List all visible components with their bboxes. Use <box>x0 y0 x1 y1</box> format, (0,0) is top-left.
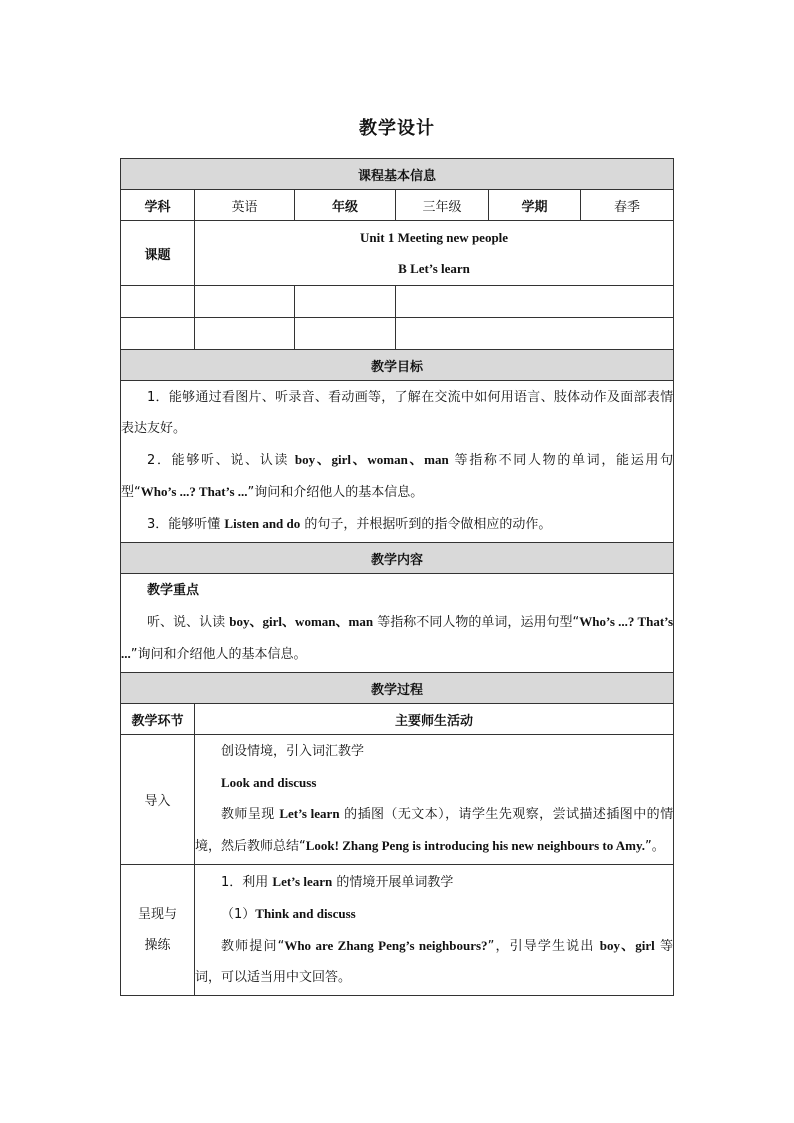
present-row <box>121 865 674 996</box>
content-body <box>121 574 674 673</box>
text: 3．能够听懂 <box>147 517 225 532</box>
empty-cell <box>295 286 396 318</box>
subject-value: 英语 <box>195 190 295 221</box>
page-title: 教学设计 <box>359 118 435 139</box>
term-label: 学期 <box>489 190 581 221</box>
empty-cell <box>195 318 295 350</box>
intro-line-1: 创设情境，引入词汇教学 <box>221 744 365 759</box>
intro-stage: 导入 <box>121 735 195 865</box>
text: 等词，可以适当用中文回答。 <box>195 939 674 985</box>
empty-row-1 <box>121 286 674 318</box>
keyword: Who’s ...? That’s ... <box>140 484 248 499</box>
grade-label: 年级 <box>295 190 396 221</box>
text: ”询问和介绍他人的基本信息。 <box>130 647 307 662</box>
present-activities <box>195 865 674 996</box>
intro-line-3 <box>195 798 673 862</box>
text: 听、说、认读 <box>147 615 230 630</box>
focus-title: 教学重点 <box>147 583 200 598</box>
text: （1） <box>221 907 256 922</box>
topic-line-2: B Let’s learn <box>398 261 470 276</box>
process-columns-row <box>121 704 674 735</box>
text: ”询问和介绍他人的基本信息。 <box>247 485 424 500</box>
text: 的情境开展单词教学 <box>332 875 454 890</box>
keyword: Let’s learn <box>279 806 340 821</box>
process-header: 教学过程 <box>121 673 674 704</box>
topic-line-1: Unit 1 Meeting new people <box>360 230 509 245</box>
subject-row <box>121 190 674 221</box>
text: 教师呈现 <box>221 807 280 822</box>
empty-cell <box>121 286 195 318</box>
content-header: 教学内容 <box>121 543 674 574</box>
present-line-3 <box>195 930 673 993</box>
topic-row <box>121 221 674 286</box>
keyword: Look! Zhang Peng is introducing his new neighbours to Amy. <box>305 838 646 853</box>
intro-row <box>121 735 674 865</box>
process-header-row <box>121 673 674 704</box>
topic-value <box>195 221 674 286</box>
goal-2 <box>121 444 673 508</box>
text: ”。 <box>645 839 665 854</box>
goals-row <box>121 381 674 543</box>
goal-1: 1．能够通过看图片、听录音、看动画等，了解在交流中如何用语言、肢体动作及面部表情表达友好。 <box>121 390 674 436</box>
empty-cell <box>295 318 396 350</box>
intro-line-2: Look and discuss <box>221 775 317 790</box>
keyword: Let’s learn <box>272 874 333 889</box>
empty-cell <box>121 318 195 350</box>
present-stage <box>121 865 195 996</box>
text: 2．能够听、说、认读 <box>147 453 295 468</box>
present-stage-line-1: 呈现与 <box>137 907 177 922</box>
keyword: boy、girl <box>599 938 655 953</box>
goals-body <box>121 381 674 543</box>
activity-column-header: 主要师生活动 <box>195 704 674 735</box>
goal-3 <box>121 508 673 540</box>
keyword: Think and discuss <box>255 906 356 921</box>
goals-header-row <box>121 350 674 381</box>
stage-column-header: 教学环节 <box>121 704 195 735</box>
present-stage-line-2: 操练 <box>144 938 171 953</box>
keyword: Listen and do <box>224 516 301 531</box>
content-row <box>121 574 674 673</box>
text: 教师提问“ <box>221 939 285 954</box>
keyword: boy、girl、woman、man <box>294 452 449 467</box>
goals-header: 教学目标 <box>121 350 674 381</box>
text: ”，引导学生说出 <box>487 939 600 954</box>
text: 等指称不同人物的单词，运用句型“ <box>373 615 580 630</box>
content-header-row <box>121 543 674 574</box>
term-value: 春季 <box>581 190 674 221</box>
keyword: boy、girl、woman、man <box>229 614 374 629</box>
empty-row-2 <box>121 318 674 350</box>
empty-cell <box>396 318 674 350</box>
text: 等指称不同人物的单词，能运用句型“ <box>121 453 674 500</box>
present-line-1 <box>195 866 673 898</box>
text: 的句子，并根据听到的指令做相应的动作。 <box>300 517 552 532</box>
basic-info-header: 课程基本信息 <box>121 159 674 190</box>
lesson-plan-table <box>120 158 674 996</box>
empty-cell <box>396 286 674 318</box>
topic-label: 课题 <box>121 221 195 286</box>
intro-activities <box>195 735 674 865</box>
focus-text <box>121 606 673 670</box>
subject-label: 学科 <box>121 190 195 221</box>
keyword: Who are Zhang Peng’s neighbours? <box>284 938 488 953</box>
keyword: Who’s ...? That’s ... <box>121 614 674 661</box>
basic-info-header-row <box>121 159 674 190</box>
empty-cell <box>195 286 295 318</box>
text: 的插图（无文本），请学生先观察，尝试描述插图中的情境，然后教师总结“ <box>195 807 674 854</box>
grade-value: 三年级 <box>396 190 489 221</box>
text: 1．利用 <box>221 875 273 890</box>
present-line-2 <box>195 898 673 930</box>
